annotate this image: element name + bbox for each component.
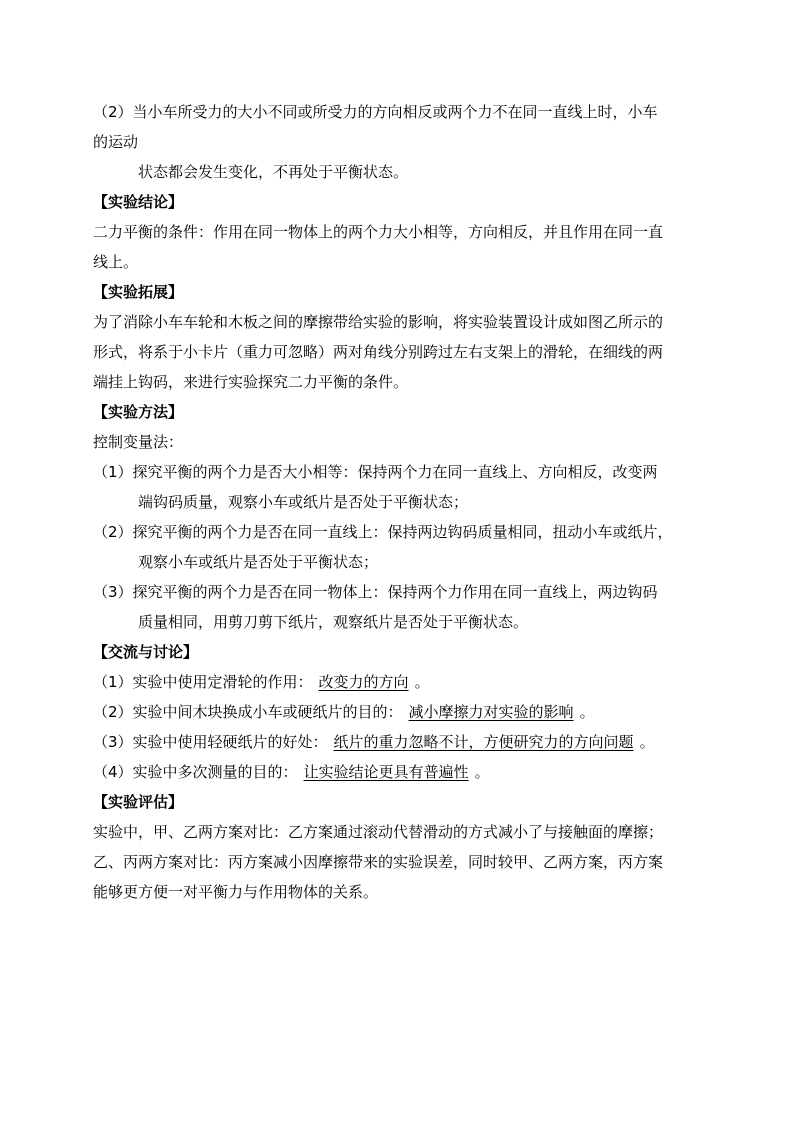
section-heading-extension: 【实验拓展】: [93, 283, 184, 301]
list-item: [93, 727, 703, 757]
list-item-line: 质量相同，用剪刀剪下纸片，观察纸片是否处于平衡状态。: [138, 613, 529, 631]
punctuation: 。: [639, 733, 655, 751]
section-heading-method: 【实验方法】: [93, 403, 184, 421]
list-item-line: （1）探究平衡的两个力是否大小相等：保持两个力在同一直线上、方向相反，改变两: [93, 463, 658, 481]
list-item: [93, 697, 703, 727]
punctuation: 。: [474, 763, 490, 781]
answer-text: 纸片的重力忽略不计，方便研究力的方向问题: [333, 733, 634, 751]
text-line: 线上。: [93, 253, 139, 271]
text-line: 实验中，甲、乙两方案对比：乙方案通过滚动代替滑动的方式减小了与接触面的摩擦；: [93, 823, 664, 841]
list-item-line: （3）探究平衡的两个力是否在同一物体上：保持两个力作用在同一直线上，两边钩码: [93, 583, 658, 601]
text-line: 乙、丙两方案对比：丙方案减小因摩擦带来的实验误差，同时较甲、乙两方案，丙方案: [93, 853, 664, 871]
answer-text: 改变力的方向: [318, 673, 409, 691]
list-item: [93, 667, 703, 697]
text-line: 端挂上钩码，来进行实验探究二力平衡的条件。: [93, 373, 409, 391]
text-line: 二力平衡的条件：作用在同一物体上的两个力大小相等，方向相反，并且作用在同一直: [93, 223, 664, 241]
text-line: 控制变量法：: [93, 433, 184, 451]
question-text: （1）实验中使用定滑轮的作用：: [93, 673, 313, 691]
text-line: 能够更方便一对平衡力与作用物体的关系。: [93, 883, 379, 901]
list-item: [93, 757, 703, 787]
list-item-line: （2）探究平衡的两个力是否在同一直线上：保持两边钩码质量相同，扭动小车或纸片，: [93, 523, 673, 541]
answer-text: 让实验结论更具有普遍性: [303, 763, 469, 781]
text-line: 状态都会发生变化，不再处于平衡状态。: [138, 163, 409, 181]
text-line: （2）当小车所受力的大小不同或所受力的方向相反或两个力不在同一直线上时，小车: [93, 103, 658, 121]
section-heading-conclusion: 【实验结论】: [93, 193, 184, 211]
text-line: 为了消除小车车轮和木板之间的摩擦带给实验的影响，将实验装置设计成如图乙所示的: [93, 313, 664, 331]
list-item-line: 端钩码质量，观察小车或纸片是否处于平衡状态；: [138, 493, 469, 511]
question-text: （3）实验中使用轻硬纸片的好处：: [93, 733, 328, 751]
question-text: （2）实验中间木块换成小车或硬纸片的目的：: [93, 703, 403, 721]
section-heading-discussion: 【交流与讨论】: [93, 643, 199, 661]
question-text: （4）实验中多次测量的目的：: [93, 763, 298, 781]
text-line: 的运动: [93, 133, 139, 151]
section-heading-evaluation: 【实验评估】: [93, 793, 184, 811]
punctuation: 。: [579, 703, 595, 721]
document-body: [93, 97, 703, 907]
list-item-line: 观察小车或纸片是否处于平衡状态；: [138, 553, 379, 571]
punctuation: 。: [414, 673, 430, 691]
answer-text: 减小摩擦力对实验的影响: [408, 703, 574, 721]
text-line: 形式，将系于小卡片（重力可忽略）两对角线分别跨过左右支架上的滑轮，在细线的两: [93, 343, 664, 361]
